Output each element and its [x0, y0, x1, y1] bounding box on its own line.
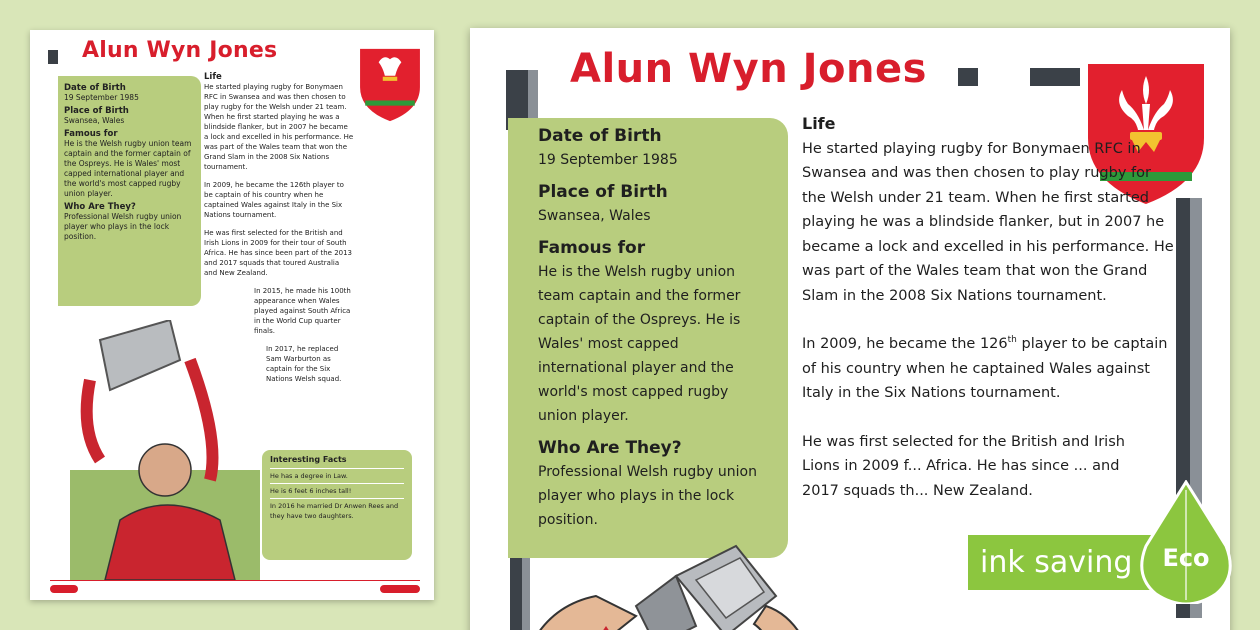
dob-heading: Date of Birth: [538, 126, 662, 146]
famous-heading: Famous for: [64, 129, 118, 139]
thumbnail-page: [30, 30, 434, 600]
famous-text: He is the Welsh rugby union team captain and the former captain of the Ospreys. He is Wales' most capped international player and the world's most capped rugby union player.: [538, 264, 741, 424]
life-paragraph: In 2015, he made his 100th appearance when Wales played against South Africa in the World Cup quarter finals.: [254, 287, 351, 335]
life-paragraph: In 2017, he replaced Sam Warburton as captain for the Six Nations Welsh squad.: [266, 345, 342, 383]
goal-post: [1030, 68, 1080, 86]
fact-item: He has a degree in Law.: [270, 468, 404, 483]
who-text: Professional Welsh rugby union player who plays in the lock position.: [64, 212, 182, 241]
life-heading: Life: [204, 72, 222, 82]
life-paragraph: In 2009, he became the 126th player to be captain of his country when he captained Wales against Italy in the Six Nations tournament.: [204, 181, 344, 219]
thumbnail-info-panel: [58, 76, 201, 306]
who-heading: Who Are They?: [538, 438, 682, 458]
interesting-facts-box: [262, 450, 412, 560]
dob-value: 19 September 1985: [64, 93, 139, 102]
eco-drop-icon: [1140, 480, 1232, 604]
who-heading: Who Are They?: [64, 202, 136, 212]
footer-divider: [50, 580, 420, 581]
pob-heading: Place of Birth: [64, 106, 129, 116]
fact-item: He is 6 feet 6 inches tall!: [270, 483, 404, 498]
thumbnail-title: Alun Wyn Jones: [82, 38, 278, 63]
life-text: In 2009, he became the 126: [802, 336, 1008, 352]
dob-value: 19 September 1985: [538, 152, 678, 168]
goal-post: [48, 50, 58, 64]
facts-heading: Interesting Facts: [270, 455, 347, 464]
life-paragraph: [802, 332, 1174, 406]
info-panel: [508, 118, 788, 558]
ink-saving-label: ink saving: [980, 545, 1133, 580]
who-text: Professional Welsh rugby union player who plays in the lock position.: [538, 464, 757, 528]
life-paragraph: He was first selected for the British and Irish Lions in 2009 f... Africa. He has since ... and 2017 squads th... New Zealand.: [802, 433, 1125, 499]
famous-text: He is the Welsh rugby union team captain and the former captain of the Ospreys. He is Wales' most capped international player and the world's most capped rugby union player.: [64, 139, 192, 198]
famous-heading: Famous for: [538, 238, 646, 258]
life-heading: Life: [802, 114, 836, 133]
pob-value: Swansea, Wales: [538, 208, 651, 224]
ordinal-suffix: th: [1007, 335, 1017, 346]
life-text: player to be captain of his country when he captained Wales against Italy in the Six Nations tournament.: [802, 336, 1168, 401]
life-paragraph: He was first selected for the British and Irish Lions in 2009 for their tour of South Africa. He has since been part of the 2013 and 2017 squads that toured Australia and New Zealand.: [204, 229, 353, 277]
player-illustration: [70, 320, 260, 580]
life-section: [802, 112, 1174, 527]
fact-item: In 2016 he married Dr Anwen Rees and they have two daughters.: [270, 498, 404, 523]
pob-value: Swansea, Wales: [64, 116, 125, 125]
welsh-shield-icon: [358, 46, 422, 124]
eco-label: Eco: [1162, 544, 1210, 572]
dob-heading: Date of Birth: [64, 83, 126, 93]
page-title: Alun Wyn Jones: [570, 46, 927, 92]
goal-post: [958, 68, 978, 86]
trophy-illustration: [526, 536, 816, 630]
life-paragraph: He started playing rugby for Bonymaen RFC in Swansea and was then chosen to play rugby for the Welsh under 21 team. When he first started playing he was a blindside flanker, but in 2007 he became a lock and excelled in his performance. He was part of the Wales team that won the Grand Slam in the 2008 Six Nations tournament.: [204, 83, 354, 171]
publisher-logo: [380, 585, 420, 593]
pob-heading: Place of Birth: [538, 182, 668, 202]
publisher-logo: [50, 585, 78, 593]
life-paragraph: He started playing rugby for Bonymaen RFC in Swansea and was then chosen to play rugby for the Welsh under 21 team. When he first started playing he was a blindside flanker, but in 2007 he became a lock and excelled in his performance. He was part of the Wales team that won the Grand Slam in the 2008 Six Nations tournament.: [802, 140, 1174, 304]
